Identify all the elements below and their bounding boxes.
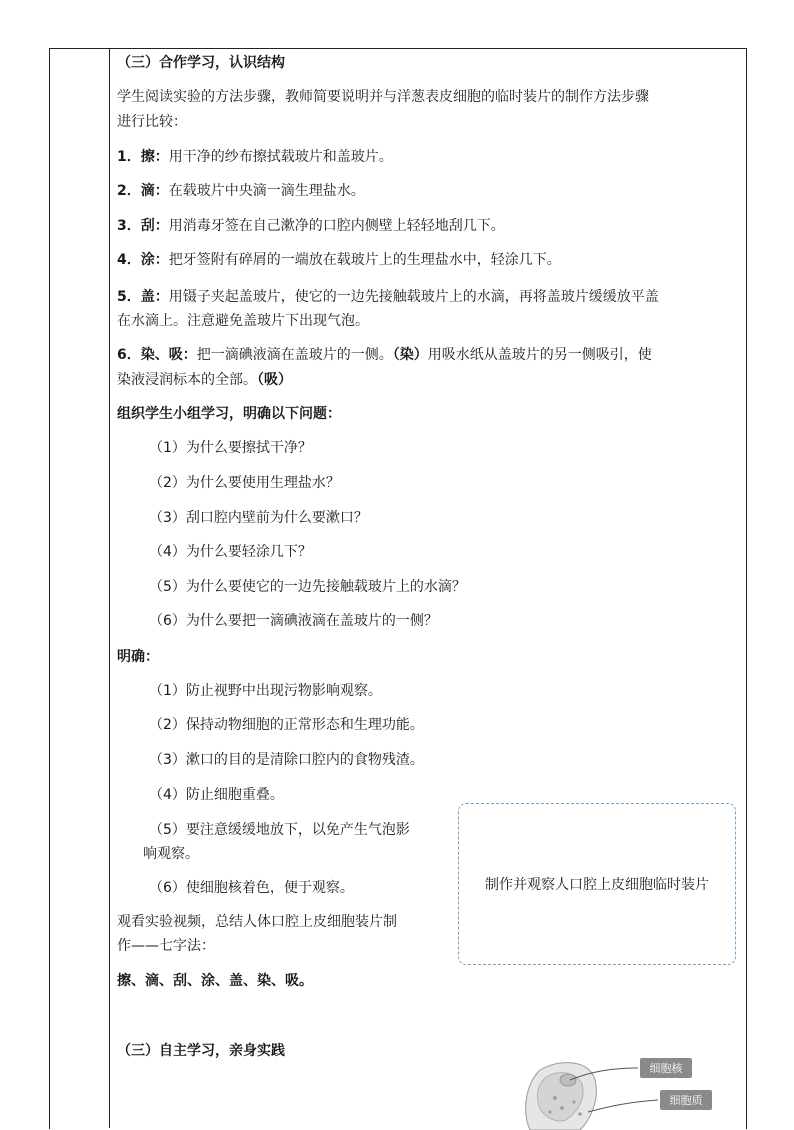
clarify-heading: 明确： [117, 649, 159, 665]
question-1: （1）为什么要擦拭干净？ [149, 440, 312, 456]
cytoplasm-pointer-line [588, 1100, 658, 1112]
step-1: 1．擦：用干净的纱布擦拭载玻片和盖玻片。 [117, 149, 393, 165]
question-4: （4）为什么要轻涂几下？ [149, 544, 312, 560]
table-column-divider [109, 48, 110, 1128]
intro-line-2: 进行比较： [117, 114, 187, 130]
answer-4: （4）防止细胞重叠。 [149, 787, 284, 803]
nucleus-label: 细胞核 [649, 1062, 683, 1075]
cell-diagram [500, 1050, 730, 1130]
group-heading: 组织学生小组学习，明确以下问题： [117, 406, 341, 422]
video-callout-box[interactable] [458, 803, 736, 965]
question-2: （2）为什么要使用生理盐水？ [149, 475, 340, 491]
section-2-heading: （三）自主学习，亲身实践 [117, 1043, 285, 1059]
step-2: 2．滴：在载玻片中央滴一滴生理盐水。 [117, 183, 365, 199]
section-heading: （三）合作学习，认识结构 [117, 55, 285, 71]
step-3: 3．刮：用消毒牙签在自己漱净的口腔内侧壁上轻轻地刮几下。 [117, 218, 505, 234]
seven-word-method: 擦、滴、刮、涂、盖、染、吸。 [117, 973, 313, 989]
step-5-line-2: 在水滴上。注意避免盖玻片下出现气泡。 [117, 313, 369, 329]
summary-line-2: 作——七字法： [117, 938, 215, 954]
callout-text: 制作并观察人口腔上皮细胞临时装片 [485, 877, 709, 893]
step-5-line-1: 5．盖：用镊子夹起盖玻片，使它的一边先接触载玻片上的水滴，再将盖玻片缓缓放平盖 [117, 289, 659, 305]
answer-6: （6）使细胞核着色，便于观察。 [149, 880, 354, 896]
question-3: （3）刮口腔内壁前为什么要漱口？ [149, 510, 368, 526]
answer-5-line-1: （5）要注意缓缓地放下，以免产生气泡影 [149, 822, 410, 838]
step-6-line-2: 染液浸润标本的全部。（吸） [117, 372, 292, 388]
step-6-line-1: 6．染、吸：把一滴碘液滴在盖玻片的一侧。（染）用吸水纸从盖玻片的另一侧吸引，使 [117, 347, 652, 363]
question-5: （5）为什么要使它的一边先接触载玻片上的水滴？ [149, 579, 466, 595]
answer-2: （2）保持动物细胞的正常形态和生理功能。 [149, 717, 424, 733]
answer-5-line-2: 响观察。 [143, 846, 199, 862]
step-4: 4．涂：把牙签附有碎屑的一端放在载玻片上的生理盐水中，轻涂几下。 [117, 252, 561, 268]
answer-1: （1）防止视野中出现污物影响观察。 [149, 683, 382, 699]
intro-line-1: 学生阅读实验的方法步骤，教师简要说明并与洋葱表皮细胞的临时装片的制作方法步骤 [117, 89, 649, 105]
cytoplasm-label: 细胞质 [669, 1094, 703, 1107]
answer-3: （3）漱口的目的是清除口腔内的食物残渣。 [149, 752, 424, 768]
summary-line-1: 观看实验视频，总结人体口腔上皮细胞装片制 [117, 914, 397, 930]
cell-illustration [526, 1063, 597, 1130]
question-6: （6）为什么要把一滴碘液滴在盖玻片的一侧？ [149, 613, 438, 629]
